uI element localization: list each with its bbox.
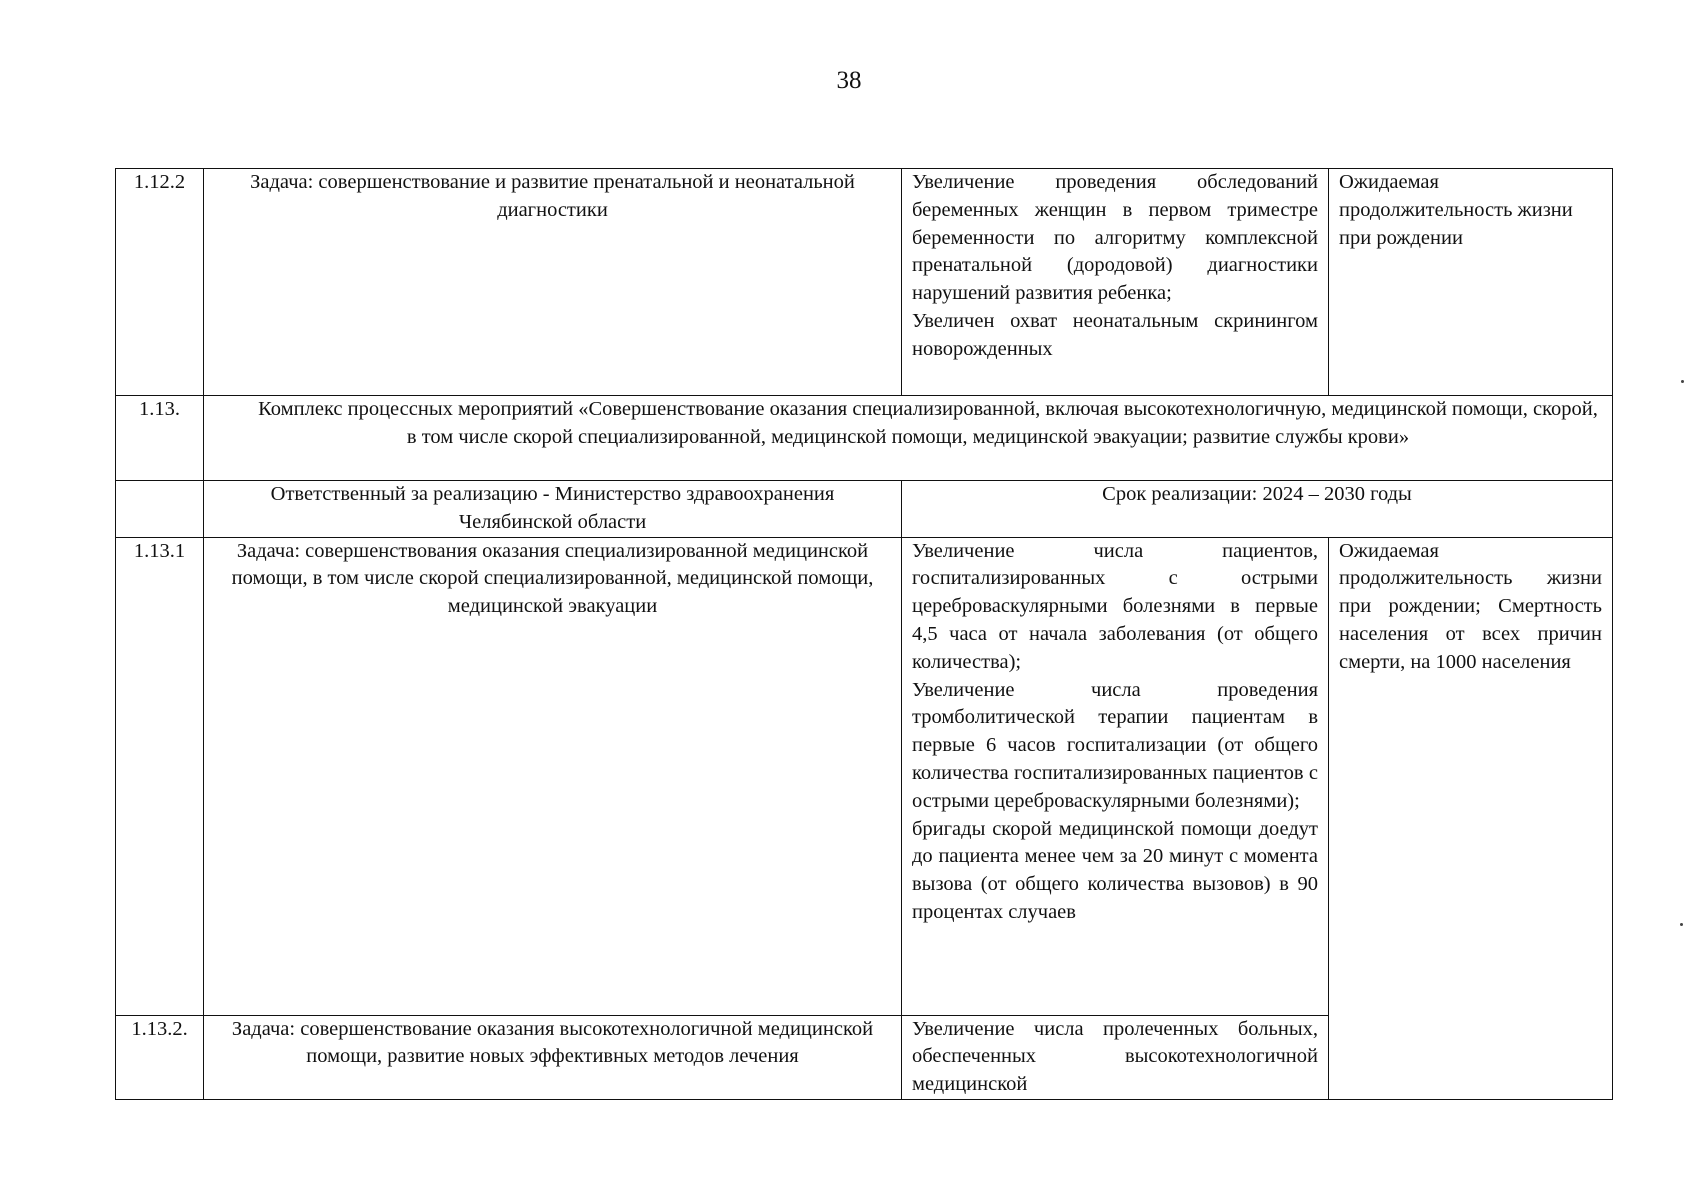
- term-cell: Срок реализации: 2024 – 2030 годы: [902, 481, 1613, 538]
- task-cell: Задача: совершенствование оказания высокотехнологичной медицинской помощи, развитие новых эффективных методов лечения: [204, 1015, 902, 1099]
- table-row: [116, 537, 1613, 1015]
- result-item: Увеличение числа пролеченных больных, обеспеченных высокотехнологичной медицинской: [912, 1017, 1318, 1096]
- scan-speck: [1681, 380, 1684, 383]
- responsible-cell: Ответственный за реализацию - Министерство здравоохранения Челябинской области: [204, 481, 902, 538]
- result-cell: [902, 537, 1329, 1015]
- measures-table: [115, 168, 1613, 1100]
- scan-speck: [1680, 923, 1683, 926]
- complex-title-cell: Комплекс процессных мероприятий «Совершенствование оказания специализированной, включая высокотехнологичную, медицинской помощи, скорой, в том числе скорой специализированной, медицинской помощи, медицинской эвакуации; развитие службы крови»: [204, 396, 1613, 481]
- result-item: Увеличение числа пациентов, госпитализированных с острыми цереброваскулярными болезнями в первые 4,5 часа от начала заболевания (от общего количества);: [912, 539, 1318, 673]
- table-row: [116, 396, 1613, 481]
- result-item: бригады скорой медицинской помощи доедут до пациента менее чем за 20 минут с момента вызова (от общего количества вызовов) в 90 процентах случаев: [912, 817, 1318, 923]
- table-row: [116, 481, 1613, 538]
- task-cell: Задача: совершенствование и развитие пренатальной и неонатальной диагностики: [204, 169, 902, 396]
- table-row: [116, 169, 1613, 396]
- result-item: Увеличение числа проведения тромболитической терапии пациентам в первые 6 часов госпитализации (от общего количества госпитализированных пациентов с острыми цереброваскулярными болезнями);: [912, 678, 1318, 812]
- result-item: Увеличен охват неонатальным скринингом новорожденных: [912, 309, 1318, 360]
- indicator-cell: Ожидаемая продолжительность жизни при рождении: [1329, 169, 1613, 396]
- task-cell: Задача: совершенствования оказания специализированной медицинской помощи, в том числе скорой специализированной, медицинской помощи, медицинской эвакуации: [204, 537, 902, 1015]
- indicator-cell: Ожидаемая продолжительность жизни при рождении; Смертность населения от всех причин смерти, на 1000 населения: [1329, 537, 1613, 1099]
- result-cell: [902, 1015, 1329, 1099]
- result-item: Увеличение проведения обследований беременных женщин в первом триместре беременности по алгоритму комплексной пренатальной (дородовой) диагностики нарушений развития ребенка;: [912, 171, 1318, 305]
- row-number: 1.13.2.: [116, 1015, 204, 1099]
- page-number: 38: [836, 67, 862, 94]
- result-cell: [902, 169, 1329, 396]
- row-number: 1.13.1: [116, 537, 204, 1015]
- row-number: 1.13.: [116, 396, 204, 481]
- row-number: 1.12.2: [116, 169, 204, 396]
- empty-cell: [116, 481, 204, 538]
